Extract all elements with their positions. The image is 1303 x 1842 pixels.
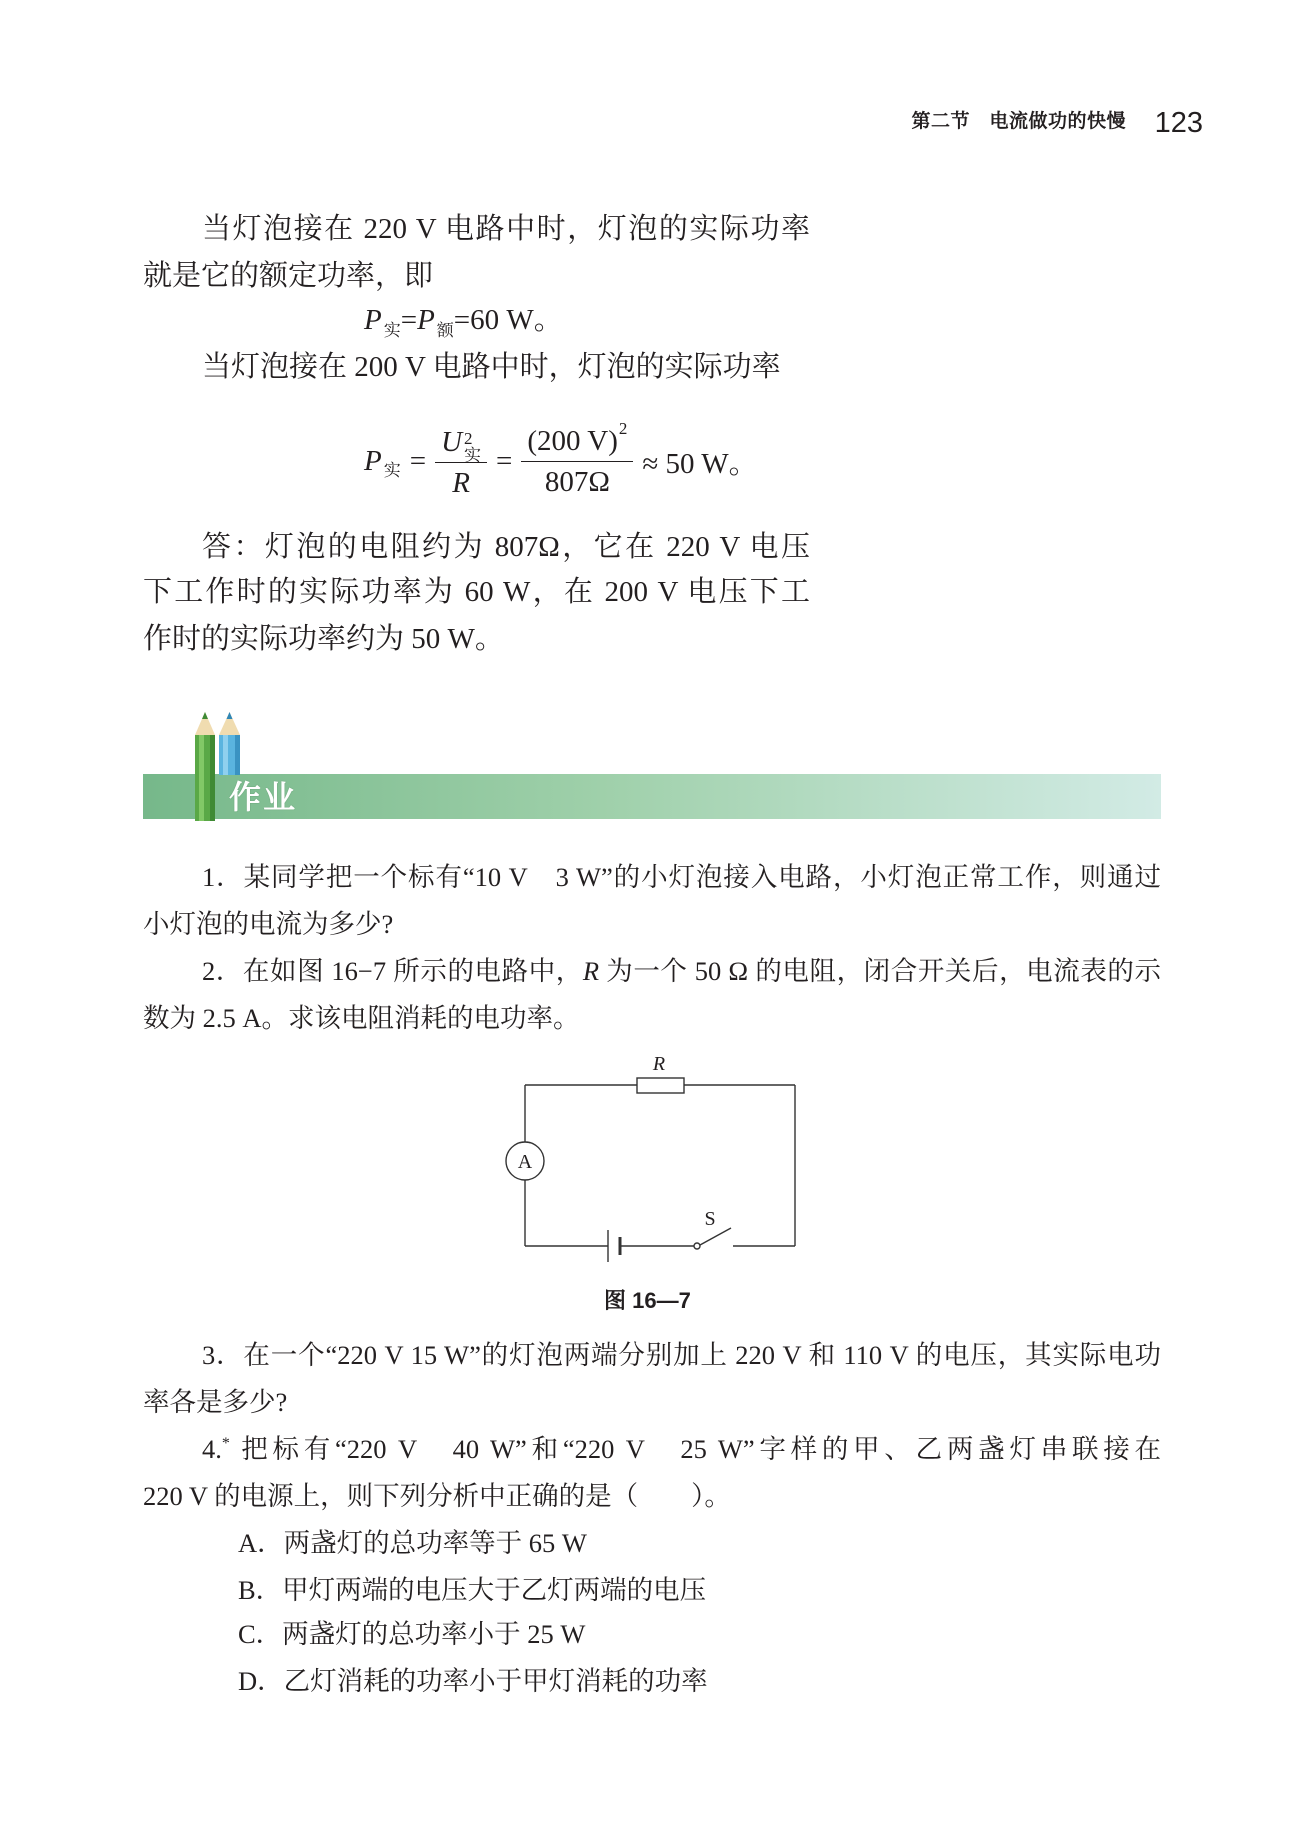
paragraph-line: 当灯泡接在 220 V 电路中时，灯泡的实际功率 <box>202 213 810 245</box>
switch-lever <box>700 1228 731 1245</box>
question-4-line <box>202 1435 1161 1468</box>
question-4-text: 把标有“220 V 40 W”和“220 V 25 W”字样的甲、乙两盏灯串联接在 <box>229 1434 1161 1464</box>
question-1-line: 1．某同学把一个标有“10 V 3 W”的小灯泡接入电路，小灯泡正常工作，则通过 <box>202 862 1161 892</box>
formula-variable: P <box>417 304 435 336</box>
question-4-star-mark: * <box>221 1435 230 1452</box>
figure-caption: 图 16—7 <box>604 1288 691 1313</box>
formula-fraction <box>521 418 633 498</box>
ammeter-label: A <box>517 1151 533 1173</box>
fraction-numerator <box>435 424 487 463</box>
answer-line: 作时的实际功率约为 50 W。 <box>143 623 504 655</box>
formula-result: =60 W。 <box>453 304 563 336</box>
question-2-line: 数为 2.5 A。求该电阻消耗的电功率。 <box>143 1003 580 1033</box>
formula-subscript: 额 <box>436 321 454 340</box>
question-2-variable: R <box>582 956 600 986</box>
pencil-highlight <box>199 735 204 821</box>
page-number: 123 <box>1154 107 1203 139</box>
paragraph-line: 就是它的额定功率，即 <box>143 260 434 292</box>
formula-operator: = <box>409 444 427 477</box>
question-2-line <box>202 957 1161 985</box>
formula-subscript: 实 <box>464 445 482 465</box>
question-2-text: 为一个 50 Ω 的电阻，闭合开关后，电流表的示 <box>599 956 1161 986</box>
pencil-lead <box>202 712 208 719</box>
formula-superscript: 2 <box>618 418 628 438</box>
formula-variable: P <box>364 304 382 336</box>
fraction-denominator: R <box>452 466 470 499</box>
formula-superscript: 2 <box>464 428 473 448</box>
question-3-line: 3．在一个“220 V 15 W”的灯泡两端分别加上 220 V 和 110 V 的电压，其实际电功 <box>202 1340 1161 1370</box>
resistor-label: R <box>652 1053 666 1075</box>
resistor-symbol <box>637 1078 684 1093</box>
formula-variable: P <box>364 444 382 477</box>
homework-heading: 作业 <box>229 779 298 815</box>
formula-numerator-value: (200 V) <box>527 424 618 457</box>
formula-sup-sub <box>464 430 481 464</box>
option-d: D．乙灯消耗的功率小于甲灯消耗的功率 <box>238 1666 708 1696</box>
formula-subscript: 实 <box>383 321 401 340</box>
formula-fraction <box>435 424 487 499</box>
pencil-shadow <box>210 735 215 821</box>
formula-subscript: 实 <box>383 460 401 480</box>
running-section-title: 第二节 电流做功的快慢 <box>911 111 1126 132</box>
fraction-numerator <box>521 418 633 462</box>
question-4-number: 4. <box>202 1434 222 1464</box>
option-a: A．两盏灯的总功率等于 65 W <box>238 1528 587 1558</box>
formula-operator: = <box>496 444 513 477</box>
option-c: C．两盏灯的总功率小于 25 W <box>238 1619 586 1649</box>
fraction-denominator: 807Ω <box>544 465 610 498</box>
pencil-shadow <box>235 735 240 775</box>
switch-pivot <box>694 1243 700 1249</box>
question-1-line: 小灯泡的电流为多少? <box>143 909 394 939</box>
paragraph-line: 当灯泡接在 200 V 电路中时，灯泡的实际功率 <box>202 351 781 383</box>
question-2-text: 2．在如图 16−7 所示的电路中， <box>202 956 583 986</box>
formula-variable: U <box>441 425 463 458</box>
circuit-diagram <box>500 1050 820 1270</box>
answer-line: 下工作时的实际功率为 60 W，在 200 V 电压下工 <box>143 576 810 608</box>
formula-actual-power-200v <box>364 418 767 504</box>
pencil-lead <box>227 712 233 719</box>
formula-result: ≈ 50 W。 <box>642 447 758 480</box>
formula-operator: = <box>400 304 418 336</box>
answer-line: 答：灯泡的电阻约为 807Ω，它在 220 V 电压 <box>202 531 810 563</box>
option-b: B．甲灯两端的电压大于乙灯两端的电压 <box>238 1575 707 1605</box>
question-4-line: 220 V 的电源上，则下列分析中正确的是（ ）。 <box>143 1481 731 1511</box>
switch-label: S <box>704 1208 716 1230</box>
formula-actual-equals-rated-power <box>364 305 563 339</box>
question-3-line: 率各是多少? <box>143 1387 288 1417</box>
pencil-highlight <box>223 735 228 775</box>
